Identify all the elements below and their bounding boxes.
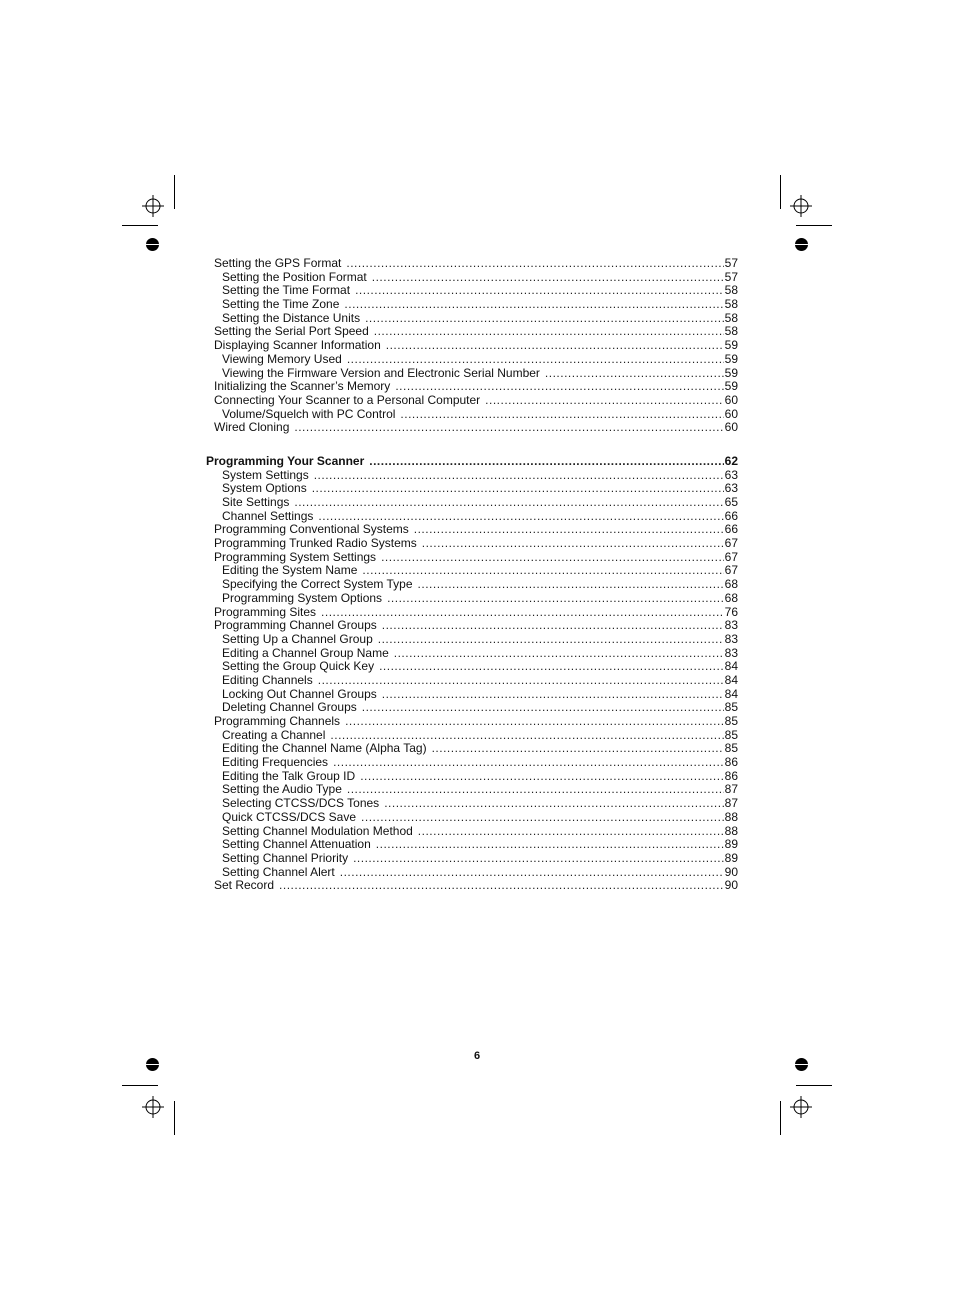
dot-leader — [395, 380, 723, 394]
table-of-contents — [206, 257, 738, 893]
toc-entry[interactable] — [206, 606, 738, 620]
dot-leader — [382, 688, 724, 702]
toc-entry-title: Setting the Time Format — [222, 284, 351, 298]
toc-entry-page: 60 — [724, 393, 738, 407]
registration-dot-icon — [146, 238, 159, 251]
toc-entry-title: Locking Out Channel Groups — [222, 687, 377, 701]
dot-leader — [386, 339, 724, 353]
toc-entry-page: 68 — [724, 591, 738, 605]
dot-leader — [485, 394, 723, 408]
toc-entry-title: Deleting Channel Groups — [222, 701, 357, 715]
crosshair-icon — [790, 195, 812, 217]
toc-entry[interactable] — [206, 408, 738, 422]
toc-entry-title: System Options — [222, 482, 307, 496]
dot-leader — [340, 866, 724, 880]
dot-leader — [330, 729, 723, 743]
toc-entry-title: System Settings — [222, 468, 309, 482]
dot-leader — [333, 756, 724, 770]
toc-entry-page: 88 — [724, 810, 738, 824]
dot-leader — [353, 852, 724, 866]
dot-leader — [362, 564, 723, 578]
toc-entry[interactable] — [206, 469, 738, 483]
dot-leader — [345, 715, 724, 729]
toc-entry[interactable] — [206, 879, 738, 893]
dot-leader — [382, 619, 724, 633]
toc-entry[interactable] — [206, 578, 738, 592]
toc-entry-title: Setting the GPS Format — [214, 257, 342, 270]
toc-entry-title: Viewing Memory Used — [222, 352, 342, 366]
toc-entry-title: Setting Channel Priority — [222, 851, 349, 865]
toc-entry-title: Setting the Distance Units — [222, 311, 361, 325]
toc-entry[interactable] — [206, 825, 738, 839]
toc-entry-title: Volume/Squelch with PC Control — [222, 407, 396, 421]
toc-entry-title: Editing the Channel Name (Alpha Tag) — [222, 742, 427, 756]
toc-entry-page: 84 — [724, 660, 738, 674]
dot-leader — [545, 367, 724, 381]
toc-entry-title: Initializing the Scanner’s Memory — [214, 380, 391, 394]
toc-entry-page: 83 — [724, 619, 738, 633]
toc-entry-page: 60 — [724, 407, 738, 421]
toc-entry-title: Programming System Settings — [214, 550, 377, 564]
toc-entry[interactable] — [206, 421, 738, 435]
dot-leader — [387, 592, 724, 606]
dot-leader — [394, 647, 724, 661]
dot-leader — [381, 551, 724, 565]
toc-entry-title: Set Record — [214, 879, 275, 893]
toc-entry[interactable] — [206, 783, 738, 797]
toc-entry[interactable] — [206, 482, 738, 496]
dot-leader — [372, 271, 724, 285]
dot-leader — [418, 825, 724, 839]
toc-entry[interactable] — [206, 592, 738, 606]
toc-entry-title: Setting the Position Format — [222, 270, 367, 284]
toc-entry[interactable] — [206, 866, 738, 880]
dot-leader — [379, 660, 724, 674]
toc-entry-page: 85 — [724, 701, 738, 715]
crosshair-icon — [142, 1096, 164, 1118]
toc-entry-title: Programming Your Scanner — [206, 454, 365, 468]
toc-entry[interactable] — [206, 660, 738, 674]
toc-entry-title: Displaying Scanner Information — [214, 339, 381, 353]
toc-entry-page: 90 — [724, 879, 738, 893]
toc-entry-title: Editing the Talk Group ID — [222, 769, 356, 783]
toc-entry-page: 85 — [724, 728, 738, 742]
toc-block-programming — [206, 455, 738, 893]
toc-entry-title: Quick CTCSS/DCS Save — [222, 810, 357, 824]
toc-entry-title: Channel Settings — [222, 509, 314, 523]
toc-entry-title: Editing the System Name — [222, 564, 358, 578]
toc-entry-page: 67 — [724, 550, 738, 564]
toc-entry[interactable] — [206, 674, 738, 688]
toc-entry-page: 86 — [724, 769, 738, 783]
toc-entry[interactable] — [206, 647, 738, 661]
toc-entry-title: Programming Channels — [214, 715, 341, 728]
toc-entry-title: Wired Cloning — [214, 421, 290, 435]
toc-entry-title: Creating a Channel — [222, 728, 326, 742]
toc-entry[interactable] — [206, 742, 738, 756]
toc-entry-page: 58 — [724, 311, 738, 325]
toc-entry[interactable] — [206, 551, 738, 565]
dot-leader — [355, 284, 724, 298]
toc-entry-page: 66 — [724, 523, 738, 537]
toc-entry-page: 60 — [724, 421, 738, 435]
toc-entry[interactable] — [206, 510, 738, 524]
toc-entry-title: Programming Sites — [214, 605, 317, 619]
dot-leader — [362, 701, 724, 715]
toc-entry-page: 88 — [724, 824, 738, 838]
toc-block-settings — [206, 257, 738, 435]
toc-entry-title: Setting Channel Alert — [222, 865, 335, 879]
toc-entry-page: 58 — [724, 284, 738, 298]
toc-entry-page: 89 — [724, 851, 738, 865]
toc-entry-title: Setting the Time Zone — [222, 298, 340, 312]
dot-leader — [312, 482, 724, 496]
toc-entry[interactable] — [206, 688, 738, 702]
toc-entry[interactable] — [206, 284, 738, 298]
toc-section-heading[interactable] — [206, 455, 738, 469]
dot-leader — [361, 811, 724, 825]
toc-entry[interactable] — [206, 797, 738, 811]
toc-entry-page: 85 — [724, 715, 738, 728]
toc-entry-title: Setting Channel Modulation Method — [222, 824, 413, 838]
toc-entry-page: 67 — [724, 537, 738, 551]
toc-entry[interactable] — [206, 271, 738, 285]
toc-entry-title: Editing Frequencies — [222, 756, 329, 770]
dot-leader — [318, 510, 723, 524]
registration-dot-icon — [795, 238, 808, 251]
toc-entry-page: 83 — [724, 646, 738, 660]
dot-leader — [279, 879, 724, 893]
toc-entry[interactable] — [206, 257, 738, 271]
toc-entry[interactable] — [206, 523, 738, 537]
toc-entry-page: 83 — [724, 632, 738, 646]
toc-entry-page: 66 — [724, 509, 738, 523]
dot-leader — [314, 469, 724, 483]
toc-entry[interactable] — [206, 770, 738, 784]
dot-leader — [321, 606, 724, 620]
toc-entry-page: 62 — [724, 454, 738, 468]
toc-entry-title: Selecting CTCSS/DCS Tones — [222, 797, 380, 811]
crosshair-icon — [142, 195, 164, 217]
dot-leader — [347, 353, 724, 367]
toc-entry-title: Editing a Channel Group Name — [222, 646, 389, 660]
toc-entry[interactable] — [206, 633, 738, 647]
toc-entry-title: Viewing the Firmware Version and Electronic Serial Number — [222, 366, 540, 380]
toc-entry-title: Setting Up a Channel Group — [222, 632, 373, 646]
toc-entry-page: 57 — [724, 257, 738, 270]
dot-leader — [418, 578, 724, 592]
dot-leader — [294, 496, 723, 510]
toc-entry[interactable] — [206, 367, 738, 381]
toc-entry[interactable] — [206, 537, 738, 551]
toc-entry[interactable] — [206, 756, 738, 770]
toc-entry-page: 59 — [724, 352, 738, 366]
toc-entry-title: Connecting Your Scanner to a Personal Computer — [214, 393, 481, 407]
toc-entry-page: 84 — [724, 673, 738, 687]
toc-entry-title: Setting the Serial Port Speed — [214, 325, 369, 339]
toc-entry-title: Programming Channel Groups — [214, 619, 377, 633]
dot-leader — [346, 257, 723, 271]
toc-entry-page: 89 — [724, 838, 738, 852]
toc-entry[interactable] — [206, 619, 738, 633]
toc-entry-page: 86 — [724, 756, 738, 770]
toc-entry-page: 59 — [724, 366, 738, 380]
toc-entry-page: 87 — [724, 783, 738, 797]
toc-entry-page: 68 — [724, 578, 738, 592]
toc-entry[interactable] — [206, 353, 738, 367]
toc-entry[interactable] — [206, 496, 738, 510]
dot-leader — [294, 421, 723, 435]
toc-entry-page: 90 — [724, 865, 738, 879]
toc-entry[interactable] — [206, 729, 738, 743]
toc-entry-page: 57 — [724, 270, 738, 284]
toc-entry[interactable] — [206, 564, 738, 578]
toc-entry[interactable] — [206, 701, 738, 715]
dot-leader — [360, 770, 723, 784]
dot-leader — [384, 797, 723, 811]
toc-entry-page: 84 — [724, 687, 738, 701]
dot-leader — [369, 455, 723, 469]
toc-entry-page: 63 — [724, 468, 738, 482]
toc-entry-title: Setting Channel Attenuation — [222, 838, 371, 852]
crosshair-icon — [790, 1096, 812, 1118]
dot-leader — [376, 838, 724, 852]
toc-entry-page: 63 — [724, 482, 738, 496]
toc-entry-page: 58 — [724, 325, 738, 339]
dot-leader — [400, 408, 723, 422]
toc-entry-title: Programming System Options — [222, 591, 383, 605]
toc-entry-title: Programming Trunked Radio Systems — [214, 537, 417, 551]
toc-entry-title: Editing Channels — [222, 673, 313, 687]
dot-leader — [432, 742, 724, 756]
toc-entry-page: 87 — [724, 797, 738, 811]
toc-entry-page: 59 — [724, 339, 738, 353]
toc-entry-title: Programming Conventional Systems — [214, 523, 409, 537]
toc-entry-page: 76 — [724, 605, 738, 619]
toc-entry-page: 85 — [724, 742, 738, 756]
dot-leader — [318, 674, 724, 688]
toc-entry[interactable] — [206, 325, 738, 339]
toc-entry[interactable] — [206, 339, 738, 353]
toc-entry-page: 59 — [724, 380, 738, 394]
toc-entry-title: Setting the Audio Type — [222, 783, 342, 797]
toc-entry-title: Site Settings — [222, 496, 290, 509]
toc-entry[interactable] — [206, 715, 738, 729]
toc-entry-page: 67 — [724, 564, 738, 578]
dot-leader — [422, 537, 724, 551]
toc-entry[interactable] — [206, 838, 738, 852]
dot-leader — [374, 325, 724, 339]
dot-leader — [414, 523, 724, 537]
toc-entry-title: Specifying the Correct System Type — [222, 578, 413, 592]
toc-entry[interactable] — [206, 852, 738, 866]
page-number: 6 — [473, 1050, 481, 1062]
toc-entry-title: Setting the Group Quick Key — [222, 660, 375, 674]
toc-entry[interactable] — [206, 312, 738, 326]
toc-entry[interactable] — [206, 380, 738, 394]
dot-leader — [347, 783, 724, 797]
toc-entry-page: 58 — [724, 298, 738, 312]
toc-entry[interactable] — [206, 298, 738, 312]
toc-entry[interactable] — [206, 811, 738, 825]
dot-leader — [365, 312, 724, 326]
dot-leader — [378, 633, 724, 647]
toc-entry-page: 65 — [724, 496, 738, 509]
dot-leader — [344, 298, 723, 312]
toc-entry[interactable] — [206, 394, 738, 408]
